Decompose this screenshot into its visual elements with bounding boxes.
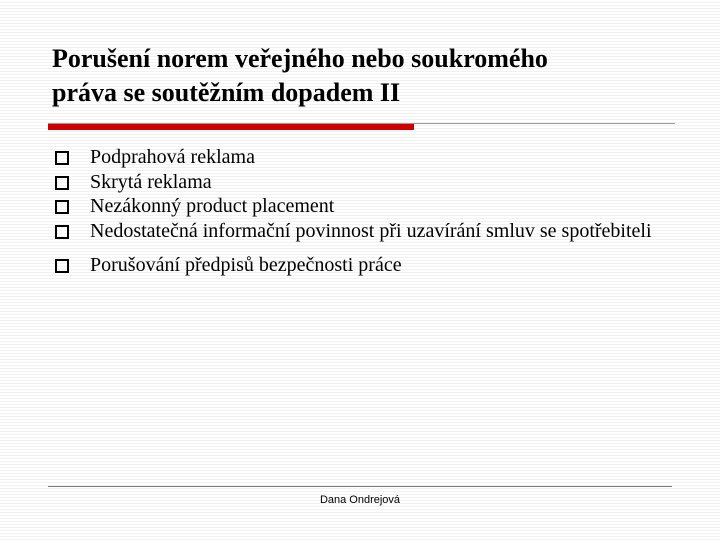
- list-item: [53, 170, 675, 195]
- list-item: [53, 253, 675, 278]
- list-item-text: Porušování předpisů bezpečnosti práce: [90, 254, 402, 276]
- list-item: [53, 194, 675, 219]
- list-item-text: Nedostatečná informační povinnost při uzavírání smluv se spotřebiteli: [90, 219, 652, 242]
- slide-title-line-1: Porušení norem veřejného nebo soukromého: [52, 44, 548, 73]
- list-item-text: Podprahová reklama: [90, 146, 255, 168]
- slide-title: [52, 42, 692, 110]
- list-item: [53, 145, 675, 170]
- hollow-square-icon: [55, 259, 69, 273]
- hollow-square-icon: [55, 225, 69, 239]
- bullet-list: [53, 145, 675, 278]
- footer-divider: [48, 486, 672, 487]
- hollow-square-icon: [55, 176, 69, 190]
- list-item-text: Skrytá reklama: [90, 170, 212, 193]
- title-divider-accent: [48, 124, 414, 130]
- hollow-square-icon: [55, 151, 69, 165]
- footer-author: Dana Ondrejová: [319, 494, 401, 506]
- list-item: [53, 219, 675, 244]
- slide-title-line-2: práva se soutěžním dopadem II: [52, 78, 401, 107]
- list-item-text: Nezákonný product placement: [90, 195, 335, 217]
- hollow-square-icon: [55, 200, 69, 214]
